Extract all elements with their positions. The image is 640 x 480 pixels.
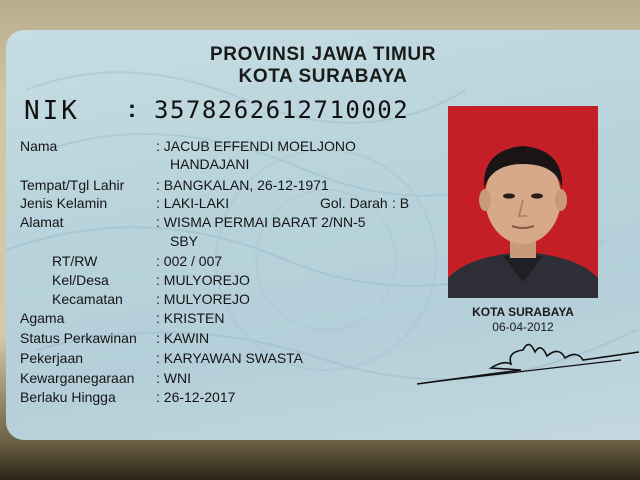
rtrw-value: : 002 / 007 [156,253,223,269]
kecamatan-value: : MULYOREJO [156,291,250,307]
header-province: PROVINSI JAWA TIMUR [209,44,437,65]
agama-value: : KRISTEN [156,310,225,326]
nik-label: NIK [24,96,80,126]
ttl-label: Tempat/Tgl Lahir [20,177,125,193]
holder-photo [448,106,598,298]
jk-label: Jenis Kelamin [20,195,108,211]
status-label: Status Perkawinan [20,330,137,346]
id-card [6,30,640,440]
rtrw-label: RT/RW [52,253,98,269]
nama-label: Nama [20,138,58,154]
nik-value: 3578262612710002 [154,96,410,124]
nama-value: : JACUB EFFENDI MOELJONO [156,138,356,154]
kewarganegaraan-label: Kewarganegaraan [20,370,135,386]
pekerjaan-value: : KARYAWAN SWASTA [156,350,304,366]
agama-label: Agama [20,310,65,326]
pekerjaan-label: Pekerjaan [20,350,84,366]
kecamatan-label: Kecamatan [52,291,123,307]
alamat-label: Alamat [20,214,64,230]
issued-place: KOTA SURABAYA [472,305,574,319]
berlaku-value: : 26-12-2017 [156,389,236,405]
portrait-illustration [448,106,598,298]
issued-date: 06-04-2012 [492,320,554,334]
holder-signature [411,330,640,390]
goldarah-label: Gol. Darah [320,195,388,211]
alamat-value-cont: SBY [170,233,199,249]
status-value: : KAWIN [156,330,210,346]
nama-value-cont: HANDAJANI [170,156,250,172]
berlaku-label: Berlaku Hingga [20,389,116,405]
nik-colon: : [128,96,136,123]
header-city: KOTA SURABAYA [238,66,408,87]
alamat-value: : WISMA PERMAI BARAT 2/NN-5 [156,214,366,230]
goldarah-value: : B [392,195,410,211]
jk-value: : LAKI-LAKI [156,195,230,211]
ttl-value: : BANGKALAN, 26-12-1971 [156,177,329,193]
keldesa-label: Kel/Desa [52,272,109,288]
kewarganegaraan-value: : WNI [156,370,191,386]
keldesa-value: : MULYOREJO [156,272,250,288]
